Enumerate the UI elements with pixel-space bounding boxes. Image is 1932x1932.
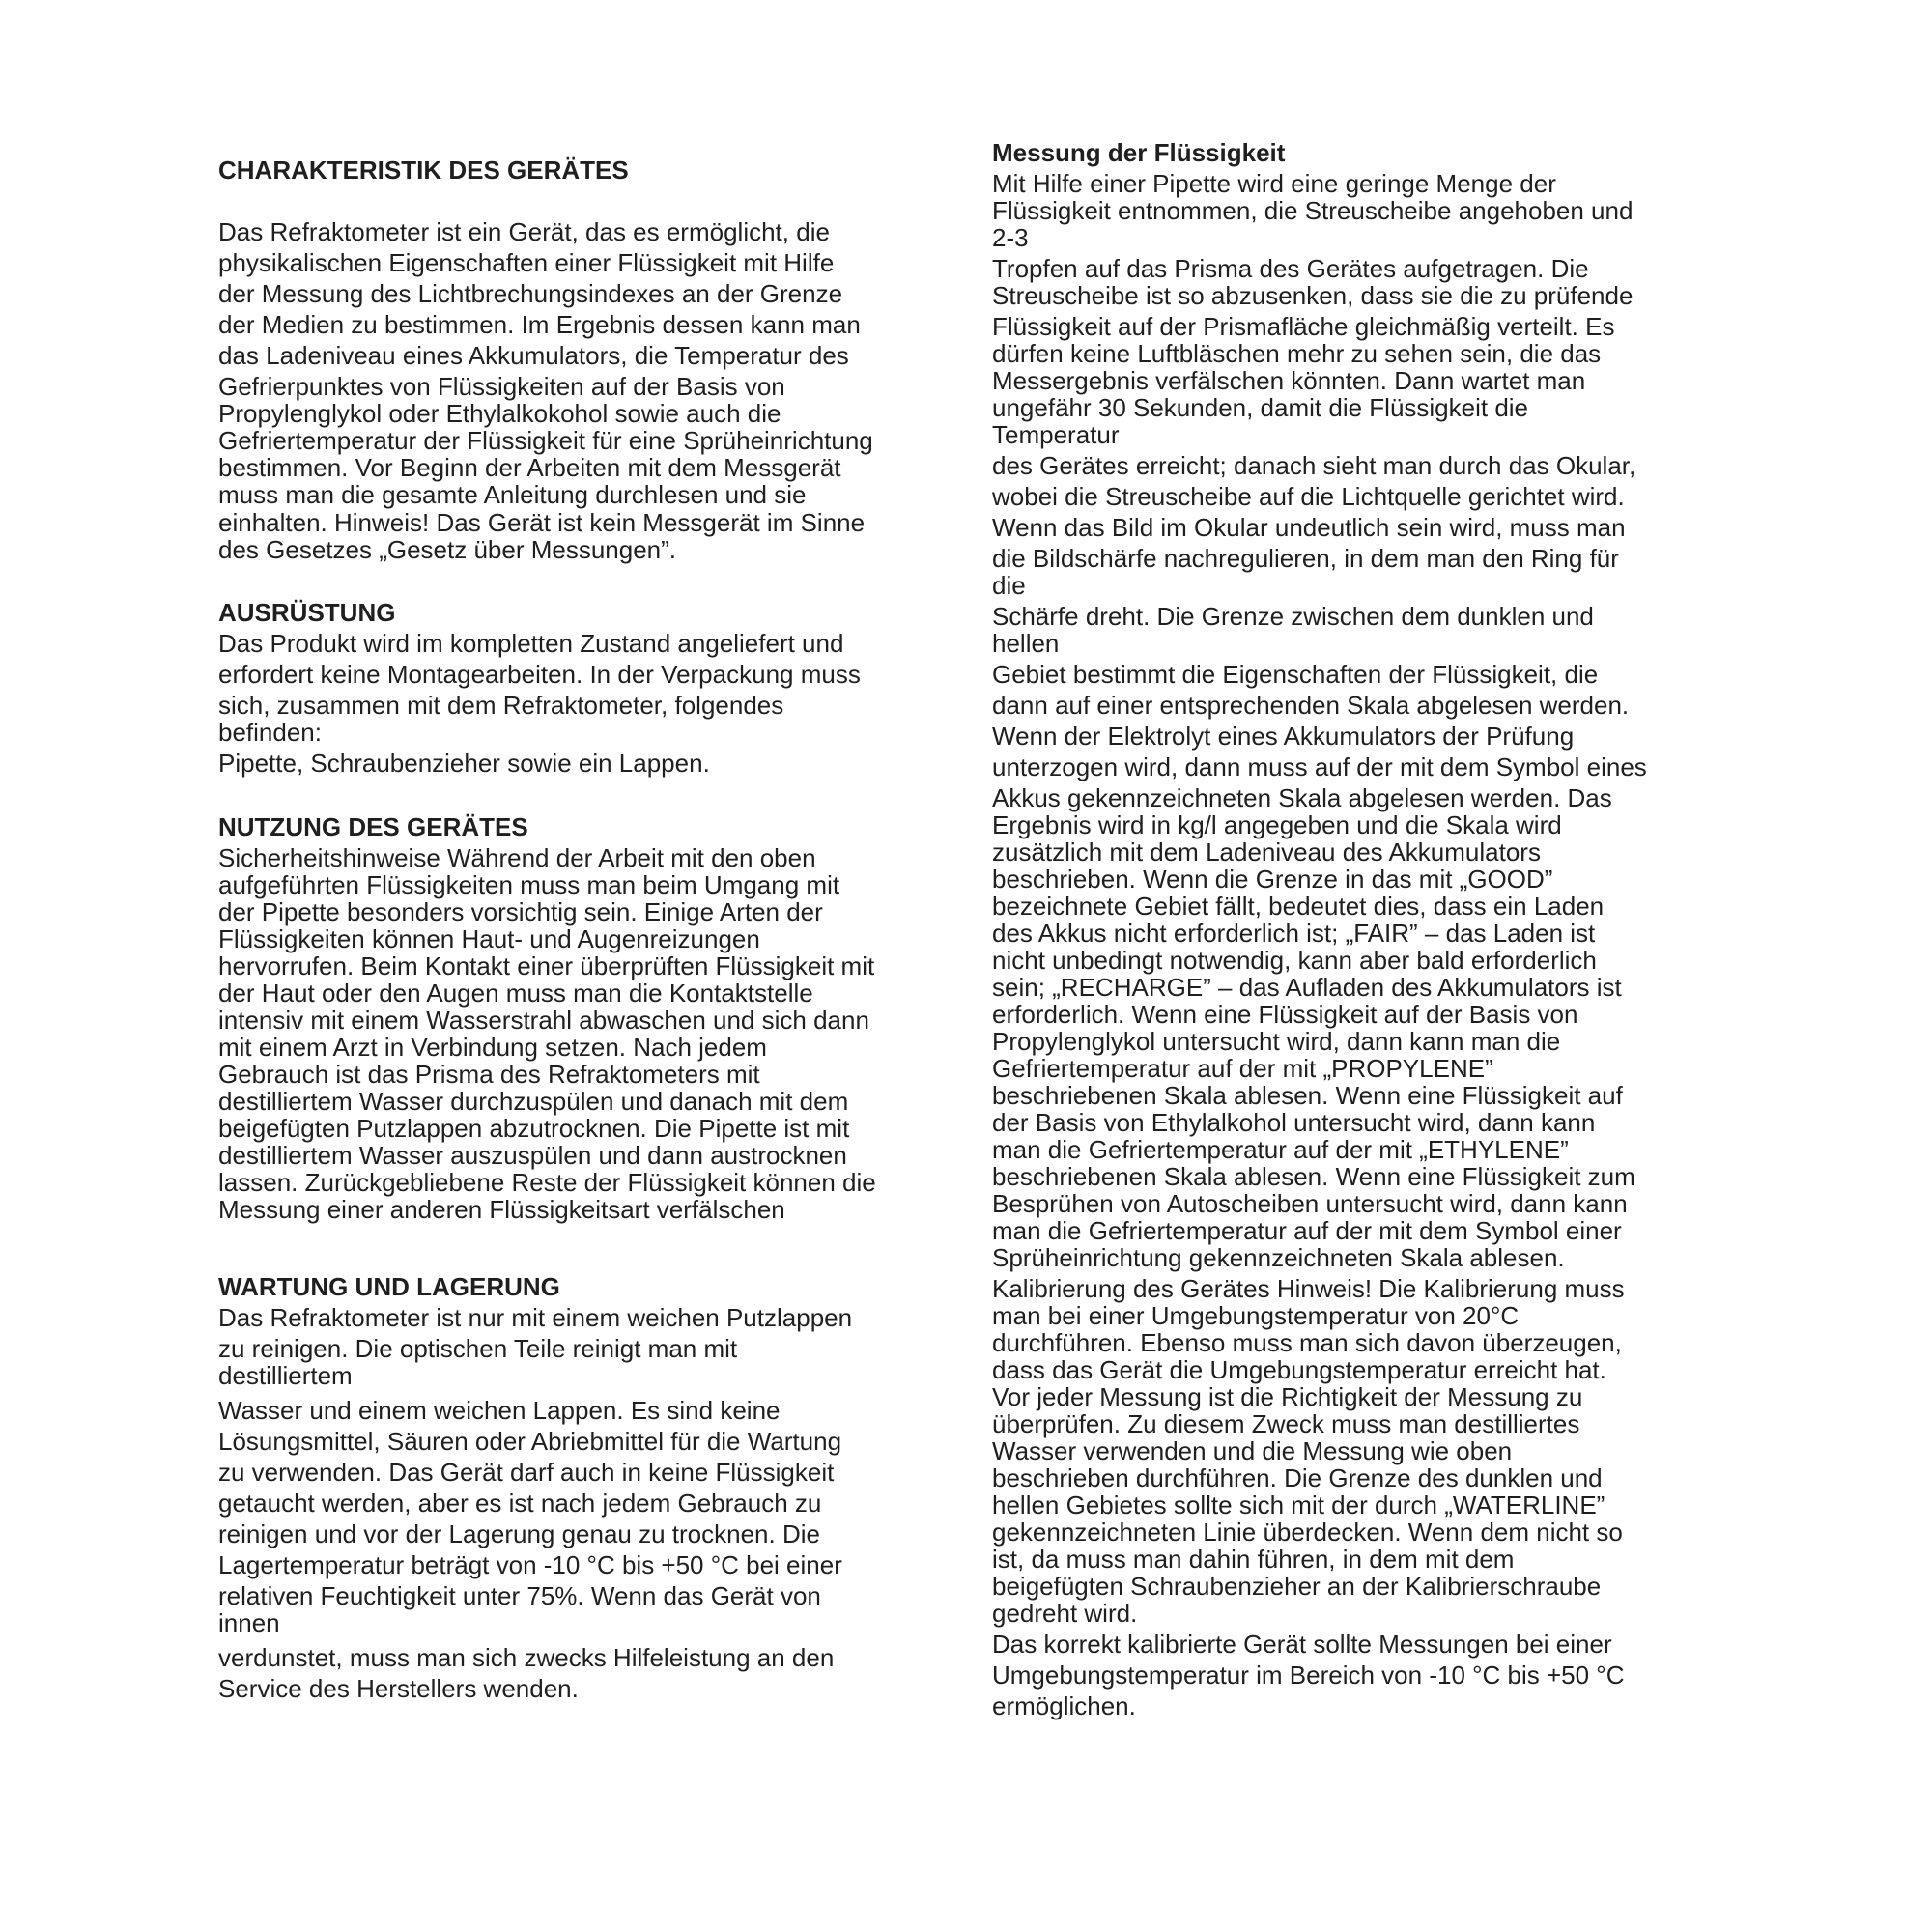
right-text-line: ist, da muss man dahin führen, in dem mit dem [992, 1545, 1515, 1574]
right-text-line: Streuscheibe ist so abzusenken, dass sie die zu prüfende [992, 281, 1634, 310]
left-text-line: innen [218, 1608, 280, 1637]
left-text-line: verdunstet, muss man sich zwecks Hilfeleistung an den [218, 1643, 835, 1672]
right-text-line: durchführen. Ebenso muss man sich davon überzeugen, [992, 1328, 1622, 1357]
left-text-line: das Ladeniveau eines Akkumulators, die Temperatur des [218, 341, 849, 370]
right-text-line: man die Gefriertemperatur auf der mit dem Symbol einer [992, 1216, 1622, 1245]
left-text-line: reinigen und vor der Lagerung genau zu trocknen. Die [218, 1520, 820, 1548]
left-text-line: Wasser und einem weichen Lappen. Es sind keine [218, 1396, 781, 1425]
right-text-line: dann auf einer entsprechenden Skala abgelesen werden. [992, 691, 1630, 720]
left-text-line: zu reinigen. Die optischen Teile reinigt man mit [218, 1334, 738, 1363]
right-text-line: beschriebenen Skala ablesen. Wenn eine Flüssigkeit auf [992, 1081, 1623, 1110]
left-text-line: physikalischen Eigenschaften einer Flüssigkeit mit Hilfe [218, 248, 835, 277]
left-text-line: destilliertem Wasser durchzuspülen und danach mit dem [218, 1087, 849, 1116]
left-text-line: Das Produkt wird im kompletten Zustand angeliefert und [218, 629, 844, 658]
right-text-line: Flüssigkeit auf der Prismafläche gleichmäßig verteilt. Es [992, 312, 1615, 341]
right-text-line: Messergebnis verfälschen könnten. Dann wartet man [992, 366, 1586, 395]
right-text-line: Temperatur [992, 420, 1120, 449]
left-text-line: Flüssigkeiten können Haut- und Augenreizungen [218, 924, 760, 953]
left-heading: NUTZUNG DES GERÄTES [218, 812, 528, 841]
left-text-line: befinden: [218, 718, 322, 747]
right-text-line: Umgebungstemperatur im Bereich von -10 °C bis +50 °C [992, 1661, 1625, 1690]
right-text-line: 2-3 [992, 223, 1029, 252]
left-heading: AUSRÜSTUNG [218, 598, 396, 627]
right-text-line: Wasser verwenden und die Messung wie oben [992, 1436, 1513, 1465]
right-text-line: Mit Hilfe einer Pipette wird eine geringe Menge der [992, 169, 1556, 198]
left-text-line: beigefügten Putzlappen abzutrocknen. Die Pipette ist mit [218, 1114, 850, 1143]
right-text-line: erforderlich. Wenn eine Flüssigkeit auf der Basis von [992, 1000, 1578, 1029]
left-text-line: destilliertem [218, 1361, 353, 1390]
left-text-line: der Haut oder den Augen muss man die Kontaktstelle [218, 979, 813, 1008]
left-text-line: destilliertem Wasser auszuspülen und dann austrocknen [218, 1141, 847, 1170]
left-text-line: aufgeführten Flüssigkeiten muss man beim Umgang mit [218, 870, 840, 899]
left-text-line: Lagertemperatur beträgt von -10 °C bis +50 °C bei einer [218, 1550, 842, 1579]
right-text-line: ermöglichen. [992, 1691, 1136, 1720]
left-text-line: Propylenglykol oder Ethylalkokohol sowie auch die [218, 399, 781, 428]
right-text-line: nicht unbedingt notwendig, kann aber bald erforderlich [992, 946, 1597, 975]
right-text-line: dass das Gerät die Umgebungstemperatur erreicht hat. [992, 1355, 1606, 1384]
left-text-line: der Messung des Lichtbrechungsindexes an der Grenze [218, 279, 843, 308]
left-text-line: Das Refraktometer ist nur mit einem weichen Putzlappen [218, 1303, 853, 1332]
right-text-line: beschrieben. Wenn die Grenze in das mit „GOOD” [992, 865, 1553, 894]
left-text-line: des Gesetzes „Gesetz über Messungen”. [218, 535, 677, 564]
right-text-line: die [992, 571, 1026, 600]
left-text-line: einhalten. Hinweis! Das Gerät ist kein Messgerät im Sinne [218, 508, 866, 537]
left-text-line: der Pipette besonders vorsichtig sein. Einige Arten der [218, 897, 823, 926]
left-text-line: Gebrauch ist das Prisma des Refraktometers mit [218, 1060, 760, 1089]
left-text-line: sich, zusammen mit dem Refraktometer, folgendes [218, 691, 784, 720]
left-text-line: getaucht werden, aber es ist nach jedem Gebrauch zu [218, 1489, 822, 1518]
left-text-line: Messung einer anderen Flüssigkeitsart verfälschen [218, 1195, 785, 1224]
left-text-line: mit einem Arzt in Verbindung setzen. Nach jedem [218, 1033, 767, 1062]
left-text-line: relativen Feuchtigkeit unter 75%. Wenn das Gerät von [218, 1581, 821, 1610]
left-text-line: zu verwenden. Das Gerät darf auch in keine Flüssigkeit [218, 1458, 835, 1487]
right-text-line: Das korrekt kalibrierte Gerät sollte Messungen bei einer [992, 1630, 1612, 1659]
right-text-line: hellen [992, 629, 1060, 658]
left-text-line: Lösungsmittel, Säuren oder Abriebmittel für die Wartung [218, 1427, 842, 1456]
left-text-line: intensiv mit einem Wasserstrahl abwaschen und sich dann [218, 1006, 869, 1035]
right-text-line: Akkus gekennzeichneten Skala abgelesen werden. Das [992, 783, 1612, 812]
right-text-line: hellen Gebietes sollte sich mit der durch „WATERLINE” [992, 1491, 1605, 1520]
left-text-line: bestimmen. Vor Beginn der Arbeiten mit dem Messgerät [218, 453, 841, 482]
right-text-line: Sprüheinrichtung gekennzeichneten Skala ablesen. [992, 1243, 1565, 1272]
right-text-line: beschriebenen Skala ablesen. Wenn eine Flüssigkeit zum [992, 1162, 1635, 1191]
right-text-line: zusätzlich mit dem Ladeniveau des Akkumulators [992, 838, 1541, 867]
right-text-line: Schärfe dreht. Die Grenze zwischen dem dunklen und [992, 602, 1594, 631]
left-text-line: Sicherheitshinweise Während der Arbeit mit den oben [218, 843, 816, 872]
right-text-line: überprüfen. Zu diesem Zweck muss man destilliertes [992, 1409, 1580, 1438]
left-heading: WARTUNG UND LAGERUNG [218, 1272, 560, 1301]
right-text-line: Vor jeder Messung ist die Richtigkeit der Messung zu [992, 1382, 1583, 1411]
left-text-line: Gefriertemperatur der Flüssigkeit für eine Sprüheinrichtung [218, 426, 873, 455]
right-text-line: Wenn der Elektrolyt eines Akkumulators der Prüfung [992, 722, 1575, 751]
right-text-line: Tropfen auf das Prisma des Gerätes aufgetragen. Die [992, 254, 1589, 283]
right-text-line: gedreht wird. [992, 1599, 1138, 1628]
right-text-line: Kalibrierung des Gerätes Hinweis! Die Kalibrierung muss [992, 1274, 1625, 1303]
right-text-line: man bei einer Umgebungstemperatur von 20°C [992, 1301, 1520, 1330]
right-text-line: Wenn das Bild im Okular undeutlich sein wird, muss man [992, 513, 1626, 542]
right-text-line: der Basis von Ethylalkohol untersucht wird, dann kann [992, 1108, 1596, 1137]
right-text-line: wobei die Streuscheibe auf die Lichtquelle gerichtet wird. [992, 482, 1625, 511]
left-text-line: Gefrierpunktes von Flüssigkeiten auf der Basis von [218, 372, 785, 401]
right-text-line: Gefriertemperatur auf der mit „PROPYLENE” [992, 1054, 1493, 1083]
left-text-line: lassen. Zurückgebliebene Reste der Flüssigkeit können die [218, 1168, 876, 1197]
left-heading: CHARAKTERISTIK DES GERÄTES [218, 156, 629, 185]
left-text-line: hervorrufen. Beim Kontakt einer überprüften Flüssigkeit mit [218, 952, 875, 980]
right-text-line: Propylenglykol untersucht wird, dann kann man die [992, 1027, 1561, 1056]
left-text-line: erfordert keine Montagearbeiten. In der Verpackung muss [218, 660, 861, 689]
right-text-line: unterzogen wird, dann muss auf der mit dem Symbol eines [992, 753, 1647, 781]
right-text-line: sein; „RECHARGE” – das Aufladen des Akkumulators ist [992, 973, 1622, 1002]
left-text-line: muss man die gesamte Anleitung durchlesen und sie [218, 480, 807, 509]
right-text-line: des Gerätes erreicht; danach sieht man durch das Okular, [992, 451, 1636, 480]
right-text-line: beschrieben durchführen. Die Grenze des dunklen und [992, 1463, 1603, 1492]
right-text-line: man die Gefriertemperatur auf der mit „ETHYLENE” [992, 1135, 1569, 1164]
right-text-line: Gebiet bestimmt die Eigenschaften der Flüssigkeit, die [992, 660, 1599, 689]
right-text-line: Ergebnis wird in kg/l angegeben und die Skala wird [992, 810, 1562, 839]
left-text-line: der Medien zu bestimmen. Im Ergebnis dessen kann man [218, 310, 861, 339]
left-text-line: Pipette, Schraubenzieher sowie ein Lappen. [218, 749, 710, 778]
right-text-line: gekennzeichneten Linie überdecken. Wenn dem nicht so [992, 1518, 1623, 1547]
left-text-line: Das Refraktometer ist ein Gerät, das es ermöglicht, die [218, 217, 830, 246]
right-text-line: ungefähr 30 Sekunden, damit die Flüssigkeit die [992, 393, 1529, 422]
right-heading: Messung der Flüssigkeit [992, 138, 1286, 167]
right-text-line: bezeichnete Gebiet fällt, bedeutet dies, dass ein Laden [992, 892, 1605, 921]
right-text-line: die Bildschärfe nachregulieren, in dem man den Ring für [992, 544, 1619, 573]
right-text-line: Flüssigkeit entnommen, die Streuscheibe angehoben und [992, 196, 1634, 225]
left-text-line: Service des Herstellers wenden. [218, 1674, 579, 1703]
right-text-line: Besprühen von Autoscheiben untersucht wird, dann kann [992, 1189, 1628, 1218]
right-text-line: des Akkus nicht erforderlich ist; „FAIR” – das Laden ist [992, 919, 1596, 948]
right-text-line: dürfen keine Luftbläschen mehr zu sehen sein, die das [992, 339, 1602, 368]
right-text-line: beigefügten Schraubenzieher an der Kalibrierschraube [992, 1572, 1602, 1601]
